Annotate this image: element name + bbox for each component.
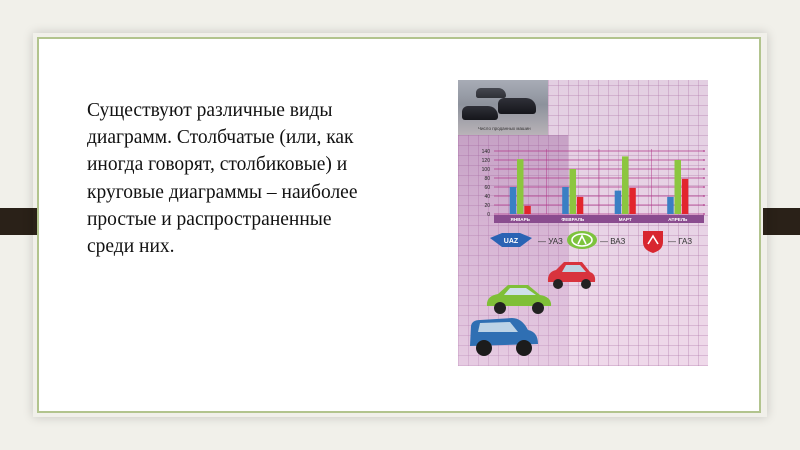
bar-УАЗ xyxy=(510,187,517,214)
gridline-end-dot xyxy=(703,159,705,161)
bar-ВАЗ xyxy=(675,160,682,214)
green-car xyxy=(484,280,554,316)
gaz-logo xyxy=(640,228,666,259)
left-accent-bar xyxy=(0,208,37,235)
legend-label-vaz: — ВАЗ xyxy=(600,237,626,246)
bar-УАЗ xyxy=(667,197,674,214)
y-tick-label: 80 xyxy=(484,176,490,182)
gridline-end-dot xyxy=(703,186,705,188)
bar-ГАЗ xyxy=(577,197,584,214)
bar-УАЗ xyxy=(615,191,622,214)
x-tick-label: МАРТ xyxy=(618,217,632,222)
gridline-end-dot xyxy=(703,195,705,197)
y-tick-label: 60 xyxy=(484,185,490,191)
gridline-end-dot xyxy=(703,213,705,215)
uaz-logo xyxy=(488,230,534,255)
y-tick-label: 140 xyxy=(481,149,490,155)
slide-body-text: Существуют различные виды диаграмм. Столбчатые (или, как иногда говорят, столбиковые) и круговые диаграммы – наиболее простые и распространенные среди них. xyxy=(87,100,358,258)
bar-ГАЗ xyxy=(629,188,636,214)
bar-ВАЗ xyxy=(570,169,577,214)
y-tick-label: 20 xyxy=(484,203,490,209)
right-accent-bar xyxy=(763,208,800,235)
chart-illustration xyxy=(458,80,708,366)
blue-suv xyxy=(466,312,542,360)
bar-ВАЗ xyxy=(517,159,524,214)
x-tick-label: АПРЕЛЬ xyxy=(668,217,688,222)
bar-ВАЗ xyxy=(622,156,629,214)
legend-label-gaz: — ГАЗ xyxy=(668,237,693,246)
gridline-end-dot xyxy=(703,168,705,170)
bar-ГАЗ xyxy=(524,206,531,214)
gridline-end-dot xyxy=(703,204,705,206)
gridline-end-dot xyxy=(703,177,705,179)
x-tick-label: ЯНВАРЬ xyxy=(510,217,530,222)
y-tick-label: 40 xyxy=(484,194,490,200)
y-tick-label: 100 xyxy=(481,167,490,173)
bar-ГАЗ xyxy=(682,179,689,214)
legend-label-uaz: — УАЗ xyxy=(538,237,563,246)
chart-ylabel: Число проданных машин xyxy=(478,126,531,131)
y-tick-label: 0 xyxy=(487,212,490,218)
x-tick-label: ФЕВРАЛЬ xyxy=(561,217,585,222)
gridline-end-dot xyxy=(703,150,705,152)
uaz-logo-text: UAZ xyxy=(503,238,519,245)
bar-УАЗ xyxy=(562,187,569,214)
vaz-logo xyxy=(566,230,598,255)
y-tick-label: 120 xyxy=(481,158,490,164)
